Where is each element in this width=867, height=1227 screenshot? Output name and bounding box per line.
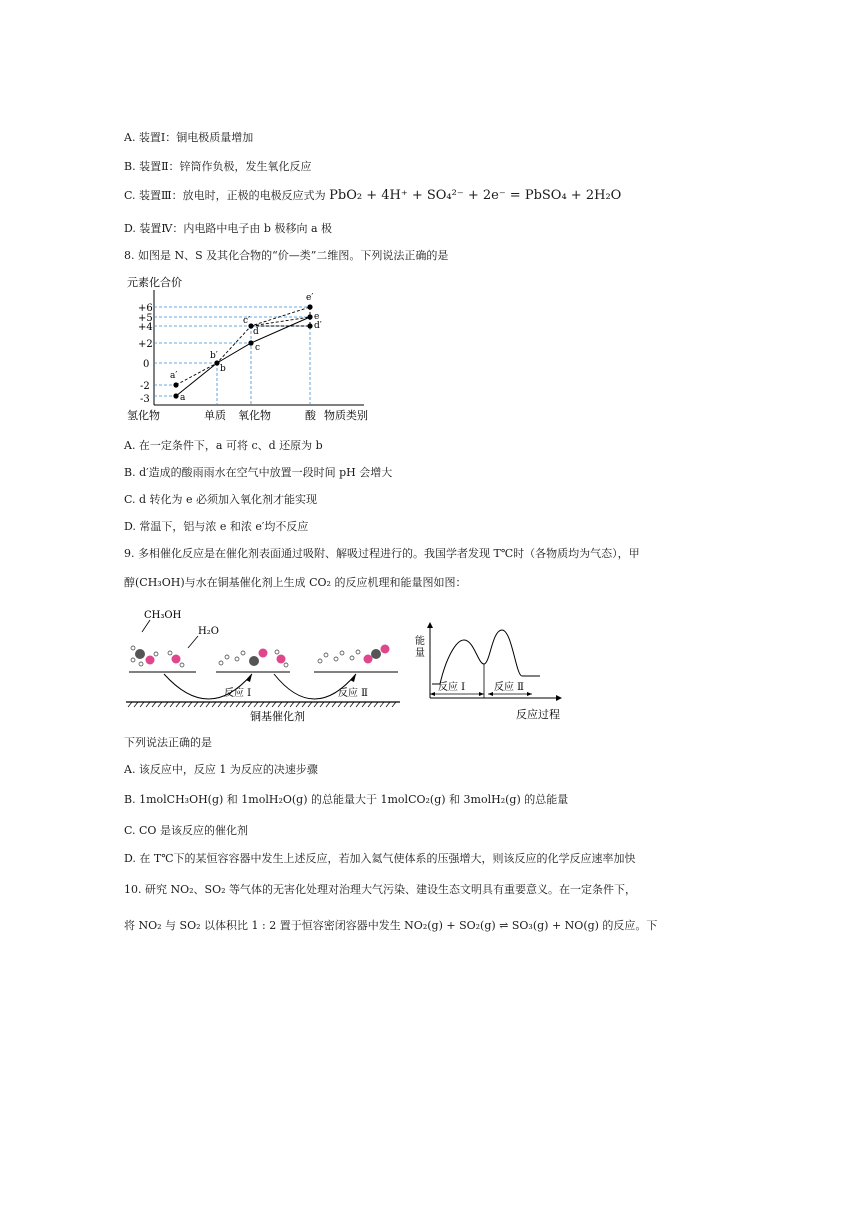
ytick-0: 0 (143, 359, 150, 370)
energy-r1-label: 反应 Ⅰ (438, 682, 466, 693)
q7-option-a: A. 装置Ⅰ：铜电极质量增加 (124, 131, 254, 144)
q9-stem-line1: 9. 多相催化反应是在催化剂表面通过吸附、解吸过程进行的。我国学者发现 T℃时（各物质均为气态），甲 (124, 547, 640, 560)
molecules-intermediate (219, 649, 288, 668)
ytick-minus3: -3 (140, 394, 150, 405)
energy-ylabel-2: 量 (415, 648, 425, 659)
point-b-prime: b′ (210, 351, 218, 361)
ytick-plus6: +6 (138, 303, 153, 314)
point-c-prime: c′ (243, 316, 251, 326)
reaction1-label: 反应 Ⅰ (224, 688, 252, 699)
point-c: c (255, 343, 261, 353)
molecules-initial (131, 646, 184, 667)
q7-option-c-text: C. 装置Ⅲ：放电时，正极的电极反应式为 (124, 189, 326, 202)
energy-ylabel-1: 能 (415, 636, 425, 647)
point-d: d (253, 327, 259, 337)
xtick-xlabel: 物质类别 (324, 409, 368, 422)
q7-option-d: D. 装置Ⅳ：内电路中电子由 b 极移向 a 极 (124, 222, 332, 235)
q7-option-c-equation: PbO₂ + 4H⁺ + SO₄²⁻ + 2e⁻ = PbSO₄ + 2H₂O (329, 188, 622, 203)
molecules-final (318, 645, 390, 664)
mechanism-diagram (124, 604, 404, 724)
energy-xlabel: 反应过程 (516, 708, 560, 721)
q8-option-c: C. d 转化为 e 必须加入氧化剂才能实现 (124, 493, 318, 506)
q10-line1: 10. 研究 NO₂、SO₂ 等气体的无害化处理对治理大气污染、建设生态文明具有重要意义。在一定条件下， (124, 883, 636, 896)
xtick-hydride: 氢化物 (127, 409, 160, 422)
ch3oh-label: CH₃OH (144, 610, 182, 621)
energy-r2-label: 反应 Ⅱ (494, 682, 524, 693)
q9-option-b: B. 1molCH₃OH(g) 和 1molH₂O(g) 的总能量大于 1molCO₂(g) 和 3molH₂(g) 的总能量 (124, 793, 569, 806)
q9-option-c: C. CO 是该反应的催化剂 (124, 824, 248, 837)
xtick-acid: 酸 (305, 409, 316, 422)
ytick-plus2: +2 (138, 339, 153, 350)
point-a: a (180, 393, 186, 403)
xtick-element: 单质 (204, 409, 226, 422)
chart-ylabel: 元素化合价 (127, 276, 182, 289)
point-d-prime: d′ (314, 321, 322, 331)
energy-diagram (412, 622, 572, 724)
point-e: e (314, 312, 320, 322)
ytick-plus5: +5 (138, 313, 153, 324)
q9-option-d: D. 在 T℃下的某恒容容器中发生上述反应，若加入氦气使体系的压强增大，则该反应的化学反应速率加快 (124, 852, 636, 865)
point-a-prime: a′ (170, 371, 178, 381)
catalyst-label: 铜基催化剂 (250, 710, 305, 723)
h2o-label: H₂O (198, 626, 219, 637)
ytick-plus4: +4 (138, 322, 153, 333)
valence-class-chart (124, 272, 394, 430)
q7-option-b: B. 装置Ⅱ：锌筒作负极，发生氧化反应 (124, 160, 312, 173)
q8-stem: 8. 如图是 N、S 及其化合物的“价—类”二维图。下列说法正确的是 (124, 249, 449, 262)
q9-stem-line2: 醇(CH₃OH)与水在铜基催化剂上生成 CO₂ 的反应机理和能量图如图： (124, 576, 467, 589)
q9-option-a: A. 该反应中，反应 1 为反应的决速步骤 (124, 763, 318, 776)
ytick-minus2: -2 (140, 381, 150, 392)
q9-question: 下列说法正确的是 (124, 736, 212, 749)
q10-line2: 将 NO₂ 与 SO₂ 以体积比 1 : 2 置于恒容密闭容器中发生 NO₂(g) + SO₂(g) ⇌ SO₃(g) + NO(g) 的反应。下 (124, 919, 658, 932)
q8-option-a: A. 在一定条件下，a 可将 c、d 还原为 b (124, 439, 323, 452)
q8-option-b: B. d′造成的酸雨雨水在空气中放置一段时间 pH 会增大 (124, 466, 393, 479)
reaction2-label: 反应 Ⅱ (338, 688, 368, 699)
xtick-oxide: 氧化物 (238, 409, 271, 422)
point-b: b (220, 364, 226, 374)
q8-option-d: D. 常温下，铝与浓 e 和浓 e′均不反应 (124, 520, 309, 533)
point-e-prime: e′ (306, 293, 314, 303)
q7-option-c (124, 188, 621, 204)
